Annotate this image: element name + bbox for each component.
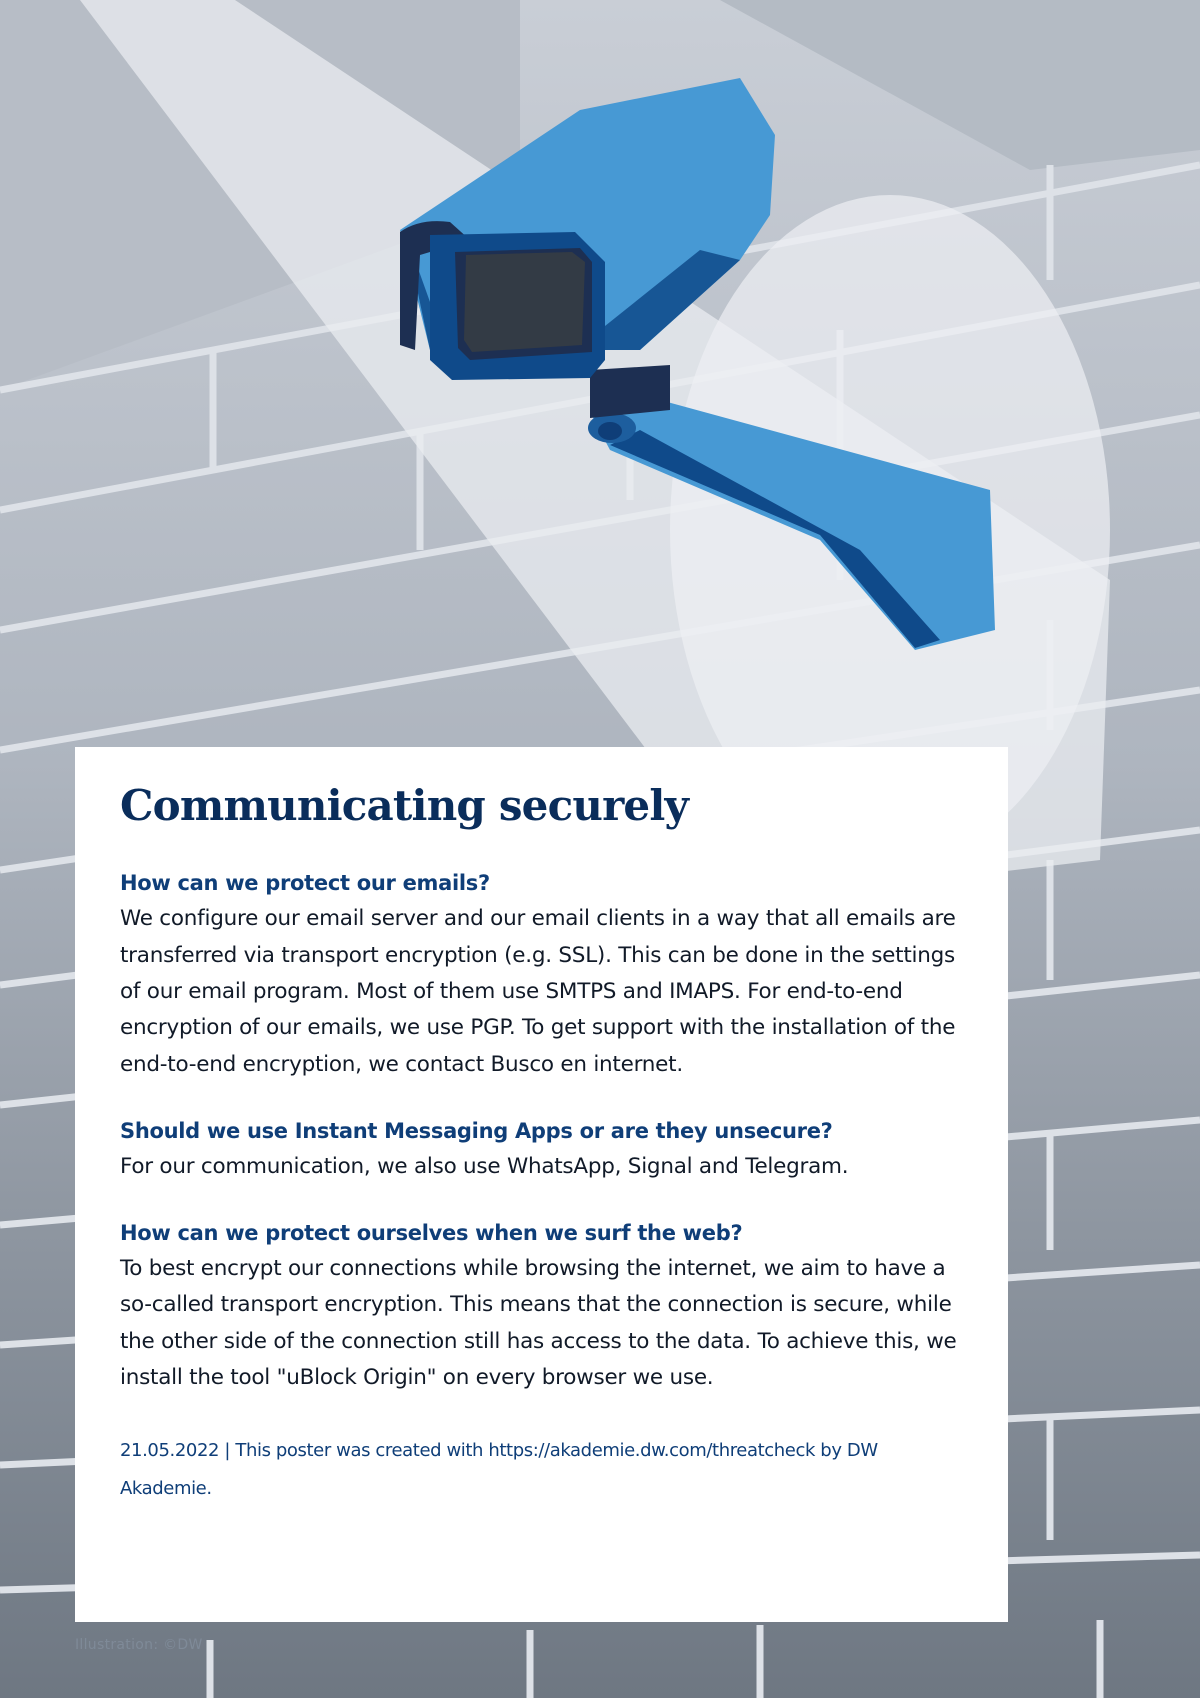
info-card (75, 747, 1008, 1622)
section-question: Should we use Instant Messaging Apps or are they unsecure? (120, 1118, 833, 1143)
section-question: How can we protect ourselves when we surf the web? (120, 1221, 743, 1246)
section-question: How can we protect our emails? (120, 871, 490, 896)
section-messaging (120, 1113, 962, 1185)
footer-note: 21.05.2022 | This poster was created with https://akademie.dw.com/threatcheck by DW Akademie. (120, 1440, 878, 1500)
page-title: Communicating securely (120, 781, 689, 830)
section-emails (120, 865, 962, 1082)
illustration-credit: Illustration: ©DW (75, 1637, 203, 1653)
section-web (120, 1215, 962, 1396)
section-answer: We configure our email server and our email clients in a way that all emails are transferred via transport encryption (e.g. SSL). This can be done in the settings of our email program. Most of them use SMTPS and IMAPS. For end-to-end encryption of our emails, we use PGP. To get support with the installation of the end-to-end encryption, we contact Busco en internet. (120, 906, 956, 1077)
section-answer: For our communication, we also use WhatsApp, Signal and Telegram. (120, 1153, 849, 1179)
section-answer: To best encrypt our connections while browsing the internet, we aim to have a so-called transport encryption. This means that the connection is secure, while the other side of the connection still has access to the data. To achieve this, we install the tool "uBlock Origin" on every browser we use. (120, 1256, 957, 1391)
